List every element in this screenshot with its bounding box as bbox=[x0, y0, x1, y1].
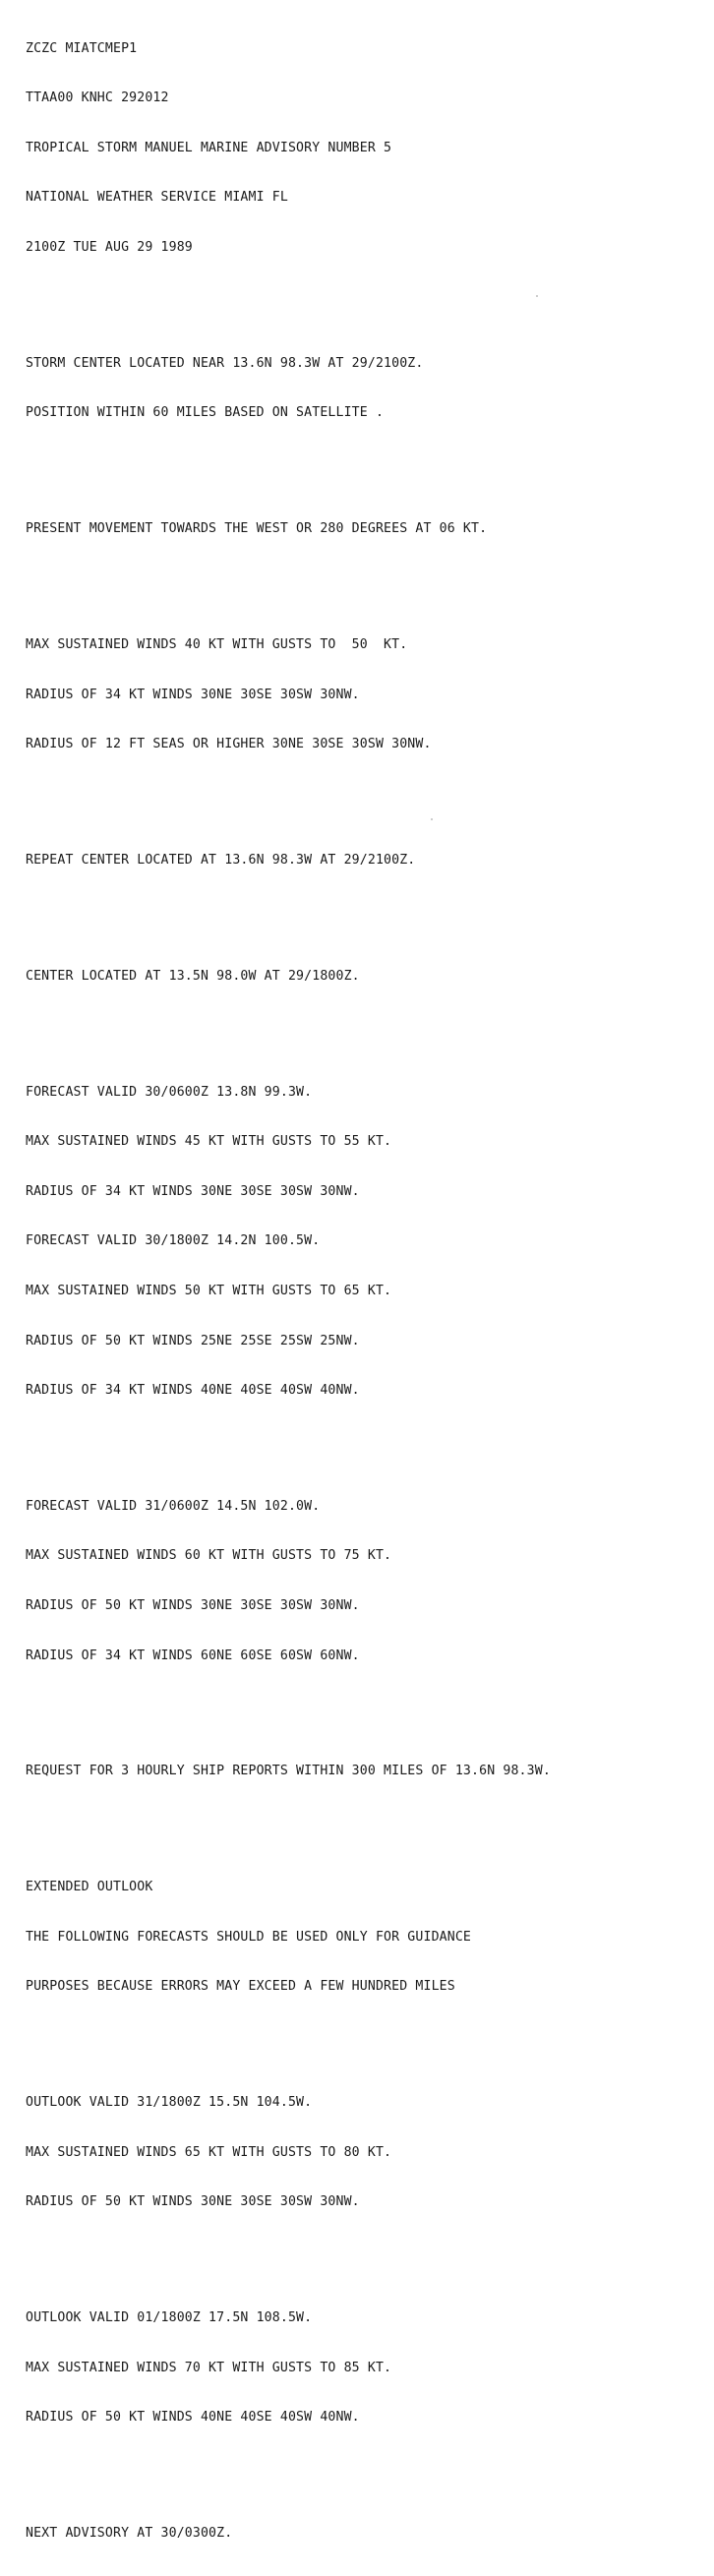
blank-line bbox=[26, 903, 551, 920]
ship-request-line: REQUEST FOR 3 HOURLY SHIP REPORTS WITHIN 300 MILES OF 13.6N 98.3W. bbox=[26, 1764, 551, 1779]
next-advisory-line: NEXT ADVISORY AT 30/0300Z. bbox=[26, 2526, 233, 2542]
scan-speck bbox=[431, 818, 433, 820]
extended-outlook-note: PURPOSES BECAUSE ERRORS MAY EXCEED A FEW HUNDRED MILES bbox=[26, 1979, 455, 1995]
forecast-line: MAX SUSTAINED WINDS 45 KT WITH GUSTS TO 55 KT. bbox=[26, 1134, 392, 1150]
blank-line bbox=[26, 571, 551, 588]
forecast-line: FORECAST VALID 31/0600Z 14.5N 102.0W. bbox=[26, 1498, 321, 1514]
repeat-center-line: REPEAT CENTER LOCATED AT 13.6N 98.3W AT 29/2100Z. bbox=[26, 853, 416, 869]
extended-outlook-note: THE FOLLOWING FORECASTS SHOULD BE USED ONLY FOR GUIDANCE bbox=[26, 1929, 472, 1945]
outlook-line: MAX SUSTAINED WINDS 65 KT WITH GUSTS TO 80 KT. bbox=[26, 2144, 392, 2160]
storm-center-line: STORM CENTER LOCATED NEAR 13.6N 98.3W AT 29/2100Z. bbox=[26, 355, 424, 371]
header-line: ZCZC MIATCMEP1 bbox=[26, 40, 138, 56]
prior-center-line: CENTER LOCATED AT 13.5N 98.0W AT 29/1800Z. bbox=[26, 968, 360, 984]
movement-line: PRESENT MOVEMENT TOWARDS THE WEST OR 280 DEGREES AT 06 KT. bbox=[26, 521, 488, 537]
forecast-line: RADIUS OF 34 KT WINDS 30NE 30SE 30SW 30NW. bbox=[26, 1183, 360, 1199]
forecast-line: MAX SUSTAINED WINDS 50 KT WITH GUSTS TO 65 KT. bbox=[26, 1283, 392, 1298]
outlook-line: RADIUS OF 50 KT WINDS 30NE 30SE 30SW 30NW. bbox=[26, 2194, 360, 2210]
seas-radius-line: RADIUS OF 12 FT SEAS OR HIGHER 30NE 30SE 30SW 30NW. bbox=[26, 737, 432, 752]
header-line: TTAA00 KNHC 292012 bbox=[26, 90, 169, 106]
blank-line bbox=[26, 1698, 551, 1714]
issue-time: 2100Z TUE AUG 29 1989 bbox=[26, 239, 193, 255]
advisory-title: TROPICAL STORM MANUEL MARINE ADVISORY NUMBER 5 bbox=[26, 140, 392, 155]
advisory-text bbox=[26, 8, 551, 2576]
blank-line bbox=[26, 2245, 551, 2261]
forecast-line: RADIUS OF 50 KT WINDS 25NE 25SE 25SW 25NW. bbox=[26, 1333, 360, 1348]
blank-line bbox=[26, 1814, 551, 1830]
forecast-line: FORECAST VALID 30/1800Z 14.2N 100.5W. bbox=[26, 1233, 321, 1249]
blank-line bbox=[26, 2460, 551, 2477]
outlook-line: MAX SUSTAINED WINDS 70 KT WITH GUSTS TO 85 KT. bbox=[26, 2360, 392, 2375]
scan-speck bbox=[536, 295, 538, 297]
outlook-line: OUTLOOK VALID 31/1800Z 15.5N 104.5W. bbox=[26, 2095, 313, 2111]
extended-outlook-heading: EXTENDED OUTLOOK bbox=[26, 1880, 153, 1895]
issuing-office: NATIONAL WEATHER SERVICE MIAMI FL bbox=[26, 190, 288, 206]
blank-line bbox=[26, 289, 551, 306]
forecast-line: RADIUS OF 34 KT WINDS 60NE 60SE 60SW 60NW. bbox=[26, 1647, 360, 1663]
forecast-line: RADIUS OF 50 KT WINDS 30NE 30SE 30SW 30NW. bbox=[26, 1598, 360, 1613]
blank-line bbox=[26, 1433, 551, 1450]
max-winds-line: MAX SUSTAINED WINDS 40 KT WITH GUSTS TO 50 KT. bbox=[26, 637, 408, 653]
forecast-line: FORECAST VALID 30/0600Z 13.8N 99.3W. bbox=[26, 1084, 313, 1100]
outlook-line: OUTLOOK VALID 01/1800Z 17.5N 108.5W. bbox=[26, 2310, 313, 2326]
outlook-line: RADIUS OF 50 KT WINDS 40NE 40SE 40SW 40NW. bbox=[26, 2410, 360, 2426]
forecast-line: MAX SUSTAINED WINDS 60 KT WITH GUSTS TO 75 KT. bbox=[26, 1548, 392, 1564]
forecast-line: RADIUS OF 34 KT WINDS 40NE 40SE 40SW 40NW. bbox=[26, 1383, 360, 1399]
blank-line bbox=[26, 787, 551, 804]
blank-line bbox=[26, 455, 551, 472]
blank-line bbox=[26, 1018, 551, 1035]
blank-line bbox=[26, 2029, 551, 2046]
wind-radius-line: RADIUS OF 34 KT WINDS 30NE 30SE 30SW 30NW. bbox=[26, 687, 360, 702]
position-accuracy-line: POSITION WITHIN 60 MILES BASED ON SATELLITE . bbox=[26, 405, 385, 421]
